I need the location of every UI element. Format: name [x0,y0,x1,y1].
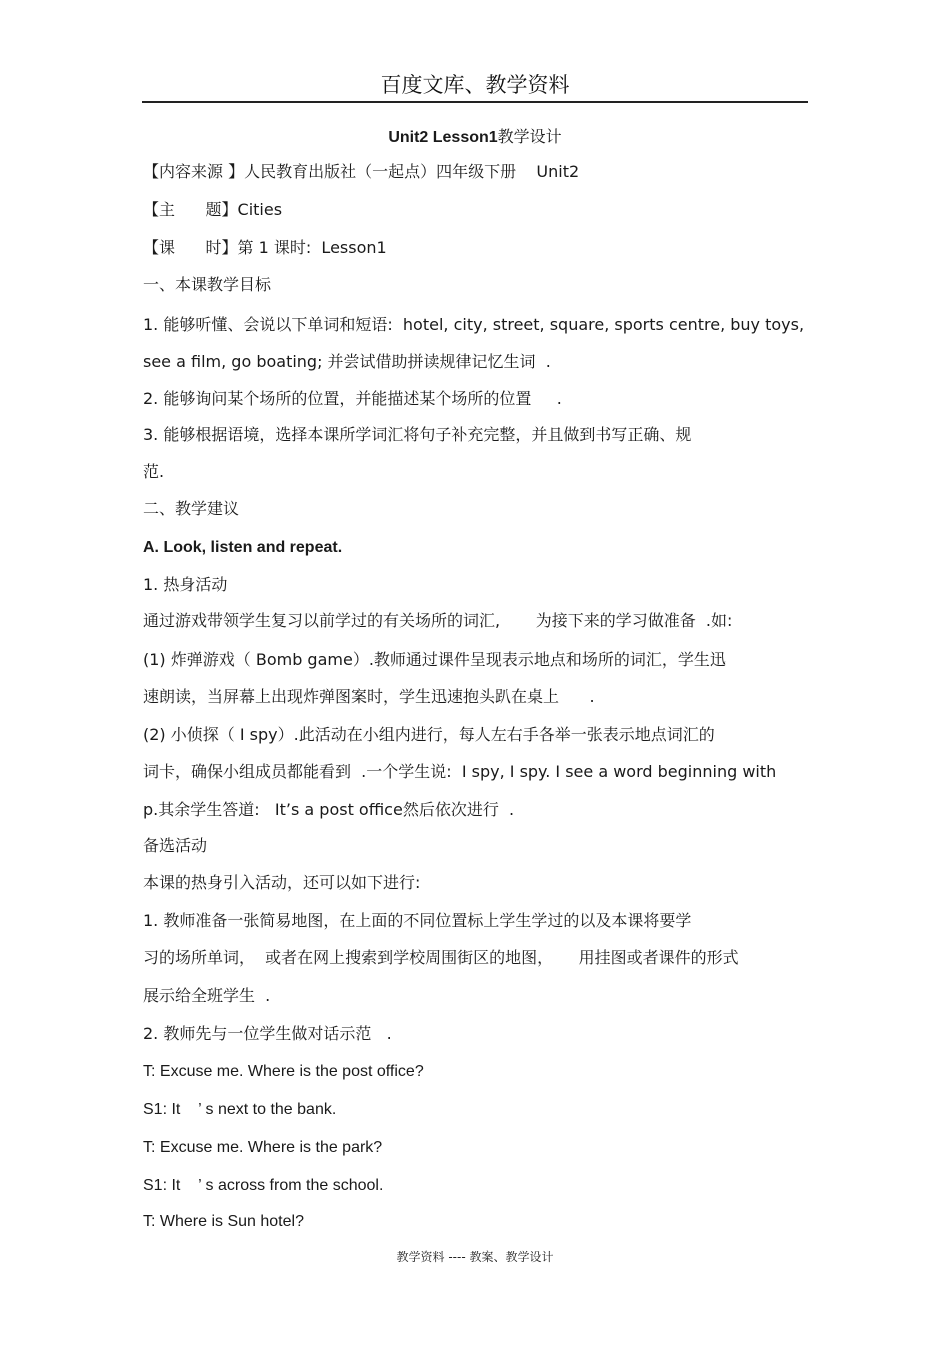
subheading-look-listen-repeat: A. Look, listen and repeat. [143,539,343,556]
dialogue-line-4: S1: It ’ s across from the school. [143,1177,384,1194]
dialogue-line-2: S1: It ’ s next to the bank. [143,1101,337,1118]
body-line-map-2: 习的场所单词， 或者在网上搜索到学校周围街区的地图， 用挂图或者课件的形式 [143,948,739,967]
body-line-i-spy-answer: p.其余学生答道: It’s a post office然后依次进行 . [143,800,515,819]
document-title-english: Unit2 Lesson1 [388,129,498,146]
body-line-objective-1: 1. 能够听懂、会说以下单词和短语: hotel, city, street, square, sports centre, buy toys, [143,315,805,334]
document-title-chinese: 教学设计 [497,127,562,146]
body-line-map-1: 1. 教师准备一张简易地图，在上面的不同位置标上学生学过的以及本课将要学 [143,911,692,930]
body-line-bomb-game: (1) 炸弹游戏（ Bomb game）.教师通过课件呈现表示地点和场所的词汇，学生迅 [143,650,726,669]
section-heading-objectives: 一、本课教学目标 [143,275,272,294]
dialogue-line-5: T: Where is Sun hotel? [143,1213,304,1230]
body-line-alternative: 备选活动 [143,836,208,855]
body-line-source: 【内容来源 】人民教育出版社（一起点）四年级下册 Unit2 [143,162,580,181]
body-line-period: 【课 时】第 1 课时: Lesson1 [143,238,387,257]
body-line-objective-2: 2. 能够询问某个场所的位置，并能描述某个场所的位置 . [143,389,562,408]
section-heading-suggestions: 二、教学建议 [143,499,240,518]
body-line-warmup-desc: 通过游戏带领学生复习以前学过的有关场所的词汇, 为接下来的学习做准备 .如: [143,611,733,630]
body-line-warmup: 1. 热身活动 [143,575,228,594]
body-line-alternative-desc: 本课的热身引入活动，还可以如下进行: [143,873,421,892]
body-line-i-spy: (2) 小侦探（ I spy）.此活动在小组内进行，每人左右手各举一张表示地点词汇的 [143,725,715,744]
body-line-objective-3: 3. 能够根据语境，选择本课所学词汇将句子补充完整，并且做到书写正确、规 [143,425,692,444]
body-line-topic: 【主 题】Cities [143,200,283,219]
document-title [0,126,950,149]
page-header-title: 百度文库、教学资料 [380,73,570,97]
body-line-dialogue-demo: 2. 教师先与一位学生做对话示范 . [143,1024,392,1043]
body-line-objective-1-cont: see a film, go boating; 并尝试借助拼读规律记忆生词 . [143,352,551,371]
dialogue-line-3: T: Excuse me. Where is the park? [143,1139,383,1156]
page-footer: 教学资料 ---- 教案、教学设计 [396,1250,554,1264]
body-line-bomb-game-cont: 速朗读，当屏幕上出现炸弹图案时，学生迅速抱头趴在桌上 . [143,687,595,706]
header-divider [142,101,808,103]
body-line-map-3: 展示给全班学生 . [143,986,271,1005]
body-line-i-spy-cont: 词卡，确保小组成员都能看到 .一个学生说: I spy, I spy. I see a word beginning with [143,762,777,781]
body-line-objective-3-cont: 范. [143,462,165,481]
dialogue-line-1: T: Excuse me. Where is the post office? [143,1063,424,1080]
